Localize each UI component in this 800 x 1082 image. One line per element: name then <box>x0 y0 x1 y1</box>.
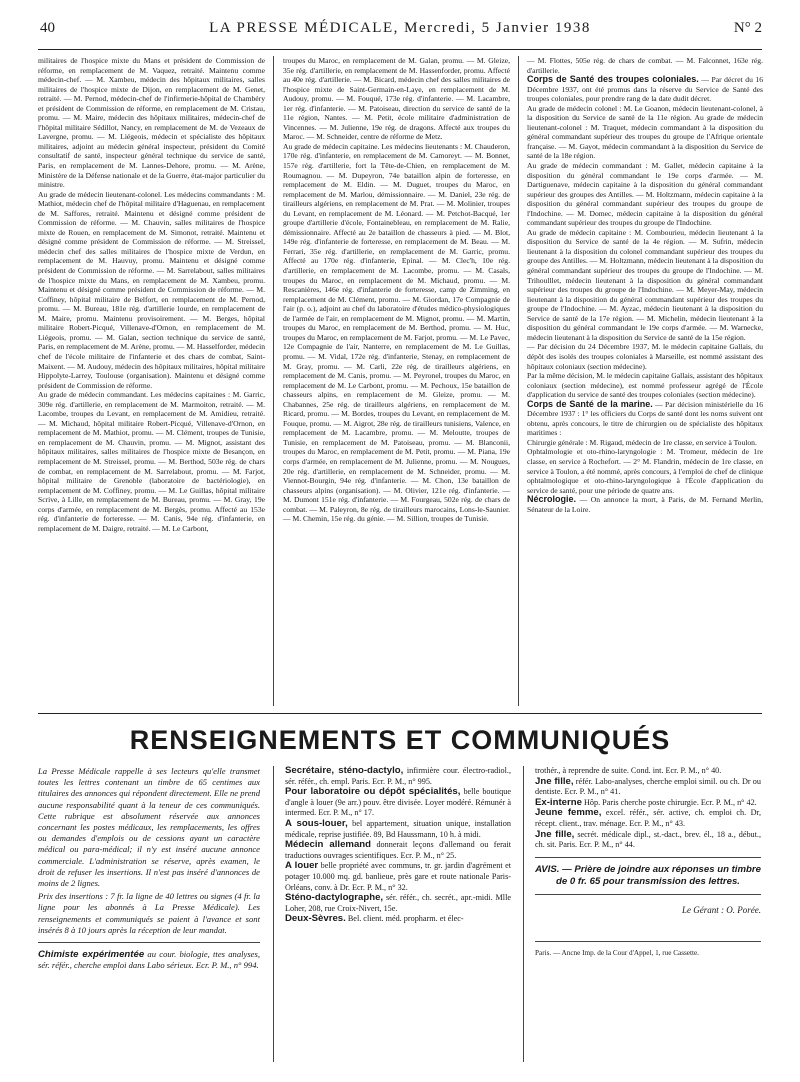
paragraph: Au grade de médecin colonel : M. Le Goanon, médecin lieutenant-colonel, à la disposition du Service de santé de la 11e région. Au grade de médecin lieutenant-colonel : M. Traquet, médecin commandant à la disposition du général commandant supérieur des troupes du groupe de l'Afrique orientale française. — M. Gayot, médecin commandant à la disposition du Service de santé de la 18e région. <box>527 103 763 161</box>
notice-prices: Prix des insertions : 7 fr. la ligne de 40 lettres ou signes (4 fr. la ligne pour les abonnés à La Presse Médicale). Les renseignements et communiqués se paient à l'avance et sont insérés 8 à 10 jours après la réception de leur mandat. <box>38 891 260 935</box>
page-number: 40 <box>40 20 55 36</box>
classified-ad: Secrétaire, sténo-dactylo, infirmière cour. électro-radiol., sér. référ., ch. empl. Paris. Ecr. P. M., n° 995. <box>285 765 511 786</box>
column-divider <box>523 766 524 1062</box>
classified-ad: Deux-Sèvres. Bel. client. méd. propharm. et élec- <box>285 913 464 925</box>
paragraph: Au grade de médecin commandant : M. Gallet, médecin capitaine à la disposition du général commandant le 19e corps d'armée. — M. Dartiguenave, médecin capitaine à la disposition du général commandant supérieur des groupes des Antilles. — M. Holtzmann, médecin capitaine à la disposition du général commandant supérieur des troupes du groupe de l'Indochine. — M. Domec, médecin capitaine à la disposition du général commandant supérieur des troupes du groupe de l'Indochine. <box>527 161 763 228</box>
section-title: Corps de Santé de la marine. <box>527 398 653 409</box>
section-coloniales: Corps de Santé des troupes coloniales. — Par décret du 16 Décembre 1937, ont été promus dans la réserve du Service de Santé des troupes coloniales, pour prendre rang de la date dudit décret. <box>527 74 764 104</box>
classified-ad: A louer belle propriété avec communs, tr. gr. jardin d'agrément et potager 10.000 mq. gd. banlieue, près gare et route nationale Paris-Orléans, conv. à Dr. Ecr. P. M., n° 32. <box>285 860 512 892</box>
divider <box>535 857 761 858</box>
section-title: Nécrologie. <box>527 494 577 505</box>
section-title: Corps de Santé des troupes coloniales. <box>527 74 699 85</box>
classified-ad: Chimiste expérimentée au cour. biologie, ttes analyses, sér. référ., cherche emploi dans Labo sérieux. Ecr. P. M., n° 994. <box>38 949 260 971</box>
paragraph: militaires de l'hospice mixte du Mans et président de Commission de réforme, en remplacement de M. Vaquez, retraité. Maintenu comme médecin-chef. — M. Xambeu, médecin des hôpitaux militaires, salles militaires de l'hospice mixte de Dijon, en remplacement de M. Genet, retraité. — M. Pernod, médecin-chef de l'infirmerie-hôpital de Chambéry et président de Commission de réforme, en remplacement de M. Cristau, promu. — M. Maire, médecin des hôpitaux militaires, médecin-chef de l'hôpital militaire Sédillot, Nancy, en remplacement de M. de Vezeaux de Lavergne, promu. — M. Liégeois, médecin et spécialiste des hôpitaux militaires, adjoint au médecin général inspecteur, président du Comité consultatif de santé, inspecteur général technique du service de santé, Paris, en remplacement de M. Lannes-Dehore, promu. — M. Arène, Ministère de la Défense nationale et de la Guerre, état-major particulier du ministre. <box>38 56 265 190</box>
printer-line: Paris. — Ancne Imp. de la Cour d'Appel, 1, rue Cassette. <box>535 949 699 958</box>
page-header <box>0 14 800 44</box>
gerant-signature: Le Gérant : O. Porée. <box>682 904 761 915</box>
divider <box>38 942 260 943</box>
classified-ad: Jne fille, référ. Labo-analyses, cherche emploi simil. ou ch. Dr ou dentiste. Ecr. P. M., n° 41. <box>535 775 761 797</box>
ads-column-3 <box>535 766 761 959</box>
column-divider <box>273 56 274 706</box>
article-column-3 <box>527 56 763 514</box>
article-column-1 <box>38 56 265 533</box>
classified-ad: Ex-interne Hôp. Paris cherche poste chirurgie. Ecr. P. M., n° 42. <box>535 796 757 808</box>
paragraph: — Par décision du 24 Décembre 1937, M. le médecin capitaine Gallais, du dépôt des isolés des troupes coloniales à Marseille, est nommé assistant des hôpitaux coloniaux (section médecine). <box>527 342 763 371</box>
section-banner: RENSEIGNEMENTS ET COMMUNIQUÉS <box>129 725 671 755</box>
classified-ad: Médecin allemand donnerait leçons d'allemand ou ferait traductions ouvrages scientifiques. Ecr. P. M., n° 25. <box>285 839 511 860</box>
classified-ad: Jne fille, secrét. médicale dipl., st.-dact., brev. él., 18 a., début., ch. sit. Paris. Ecr. P. M., n° 44. <box>535 828 762 850</box>
notice-text: La Presse Médicale rappelle à ses lecteurs qu'elle transmet toutes les lettres contenant un timbre de 65 centimes aux titulaires des annonces qui répondent directement. Elle ne prend aucune responsabilité quant à la teneur de ces communiqués. Cette rubrique est absolument réservée aux annonces concernant les postes médicaux, les remplacements, les offres ou demandes d'emplois ou de cessions ayant un caractère médical ou para-médical; il n'y est inséré aucune annonce commerciale. L'administration se réserve, après examen, le droit de refuser les insertions. Il n'est pas inséré d'annonces de moins de 2 lignes. <box>38 766 260 889</box>
classified-ad: Sténo-dactylographe, sér. référ., ch. secrét., apr.-midi. Mlle Loher, 208, rue Croix-Nivert, 15e. <box>285 892 511 913</box>
paragraph: Par la même décision, M. le médecin capitaine Gallais, assistant des hôpitaux coloniaux (section médecine), est nommé professeur agrégé de l'École d'application du service de santé des troupes coloniales (section médecine). <box>527 371 763 400</box>
classified-ad: Jeune femme, excel. référ., sér. active, ch. emploi ch. Dr, récept. client., trav. ménage. Ecr. P. M., n° 43. <box>535 807 761 828</box>
paragraph: Au grade de médecin commandant. Les médecins capitaines : M. Garric, 309e rég. d'artillerie, en remplacement de M. Marmoiton, retraité. — M. Lacombe, troupes du Levant, en remplacement de M. Amidieu, retraité. — M. Michaud, hôpital militaire Robert-Picqué, Villenave-d'Ornon, en remplacement de M. Mathiot, promu. — M. Clément, troupes de Tunisie, en remplacement de M. Chauvin, promu. — M. Mignot, assistant des hôpitaux militaires, salles militaires de l'hospice mixte de Besançon, en remplacement de M. Streissel, promu. — M. Berthod, 503e rég. de chars de combat, en remplacement de M. Sarrelabout, promu. — M. Farjot, hôpital militaire de Grenoble (laboratoire de bactériologie), en remplacement de M. Coffiney, promu. — M. Le Guillas, hôpital militaire Scrive, à Lille, en remplacement de M. Bureau, promu. — M. Gray, 19e corps d'armée, en remplacement de M. Bergès, promu. Affecté au 153e rég. d'infanterie de forteresse. — M. Canis, 94e rég. d'infanterie, en remplacement de M. Daigre, retraité. — M. Le Carbont, <box>38 390 265 533</box>
classified-ad: Pour laboratoire ou dépôt spécialités, belle boutique d'angle à louer (9e arr.) pouv. être divisée. Loyer modéré. Rémunér à intermed. Ecr. P. M., n° 17. <box>285 786 511 818</box>
classified-ad: trothér., à reprendre de suite. Cond. int. Ecr. P. M., n° 40. <box>535 766 722 775</box>
journal-title: LA PRESSE MÉDICALE, Mercredi, 5 Janvier 1938 <box>209 20 591 36</box>
paragraph: Au grade de médecin capitaine. Les médecins lieutenants : M. Chauderon, 170e rég. d'infanterie, en remplacement de M. Camoreyt. — M. Bonnet, 157e rég. d'artillerie, fort la Tête-de-Chien, en remplacement de M. Roumagnou. — M. Dupeyron, 74e bataillon alpin de forteresse, en remplacement de M. Eldin. — M. Duguet, troupes du Maroc, en remplacement de M. Marlou, démissionnaire. — M. Daniel, 23e rég. de tirailleurs algériens, en remplacement de M. Prat. — M. Molinier, troupes du Levant, en remplacement de M. Léonard. — M. Petchot-Bacqué, 1er groupe d'artillerie d'école, Fontainebleau, en remplacement de M. Ralie, démissionnaire. Affecté au 2e bataillon de chasseurs à pied. — M. Blot, 149e rég. d'infanterie de forteresse, en remplacement de M. Beau. — M. Ferrari, 35e rég. d'artillerie, en remplacement de M. Garric, promu. Affecté au 170e rég. d'infanterie, Epinal. — M. Clec'h, 10e rég. d'artillerie, en remplacement de M. Lacombe, promu. — M. Casals, troupes du Maroc, en remplacement de M. Michaud, promu. — M. Rescanières, 146e rég. d'infanterie de forteresse, camp de Zimming, en remplacement de M. Clément, promu. — M. Giordan, 17e Compagnie de l'air (p. o.), adjoint au chef du laboratoire d'études médico-physiologiques de l'armée de l'air, en remplacement de M. Mignot, promu. — M. Martin, troupes du Maroc, en remplacement de M. Berthod, promu. — M. Huc, troupes du Maroc, en remplacement de M. Farjot, promu. — M. Le Pavec, 12e Compagnie de l'air, Nanterre, en remplacement de M. Le Guillas, promu. — M. Vidal, 172e rég. d'infanterie, Stenay, en remplacement de M. Gray, promu. — M. Carli, 22e rég. de tirailleurs algériens, en remplacement de M. Canis, promu. — M. Peyronel, troupes du Maroc, en remplacement de M. Le Carbont, promu. — M. Pechoux, 15e bataillon de chasseurs alpins, en remplacement de M. Gleize, promu. — M. Chabannes, 25e rég. de tirailleurs algériens, en remplacement de M. Ricard, promu. — M. Bordes, troupes du Levant, en remplacement de M. Fouque, promu. — M. Aigrot, 28e rég. de tirailleurs tunisiens, Valence, en remplacement de M. Lacambre, promu. — M. Meloutte, troupes de Tunisie, en remplacement de M. Patoiseau, promu. — M. Blanconii, troupes du Maroc, en remplacement de M. Petit, promu. — M. Piana, 19e corps d'armée, en remplacement de M. Julienne, promu. — M. Nougues, 20e rég. d'artillerie, en remplacement de M. Schneider, promu. — M. Viennot-Bourgin, 94e rég. d'infanterie. — M. Chon, 13e bataillon de chasseurs alpins (organisation). — M. Olivier, 121e rég. d'infanterie. — M. Dumont 151e rég. d'infanterie. — M. Fourgeau, 502e rég. de chars de combat. — M. Paleyron, 8e rég. de tirailleurs marocains, Lons-le-Saunier. — M. Chemin, 15e rég. du génie. — M. Sillion, troupes de Tunisie. <box>283 141 510 524</box>
section-marine: Corps de Santé de la marine. — Par décision ministérielle du 16 Décembre 1937 : 1° les officiers du Corps de santé dont les noms suivent ont obtenu, après concours, le titre de chirurgien ou de spécialiste des hôpitaux maritimes : <box>527 398 763 438</box>
paragraph: — M. Flottes, 505e rég. de chars de combat. — M. Falconnet, 163e rég. d'artillerie. <box>527 56 763 75</box>
ads-column-2 <box>285 766 511 925</box>
section-rule <box>38 713 762 714</box>
paragraph: Chirurgie générale : M. Rigaud, médecin de 1re classe, en service à Toulon. <box>527 437 757 447</box>
header-rule <box>38 49 762 50</box>
column-divider <box>518 56 519 706</box>
paragraph: Ophtalmologie et oto-rhino-laryngologie : M. Tromeur, médecin de 1re classe, en service à Rochefort. — 2° M. Flandrin, médecin de 1re classe, en service à Toulon, a été nommé, après concours, à l'emploi de chef de clinique ophtalmologique et oto-rhino-laryngologique à l'École d'application du service de santé, pour une période de quatre ans. <box>527 447 763 495</box>
section-necrologie: Nécrologie. — On annonce la mort, à Paris, de M. Fernand Merlin, Sénateur de la Loire. <box>527 494 763 514</box>
article-column-2 <box>283 56 510 524</box>
avis-notice: AVIS. — Prière de joindre aux réponses un timbre de 0 fr. 65 pour transmission des lettres. <box>535 863 761 887</box>
column-divider <box>273 766 274 1062</box>
paragraph: Au grade de médecin capitaine : M. Combourieu, médecin lieutenant à la disposition du Service de santé de la 4e région. — M. Sufrin, médecin lieutenant à la disposition du colonel commandant supérieur des troupes du groupe des Antilles. — M. Holtzmann, médecin lieutenant à la disposition du général commandant supérieur des troupes du groupe de l'Indochine. — M. Trihoulllet, médecin lieutenant à la disposition du général commandant supérieur des troupes du groupe de l'Indochine. — M. Meyer-May, médecin lieutenant à la disposition du général commandant supérieur des troupes du groupe de l'Indochine. — M. Ayzac, médecin lieutenant à la disposition du Service de santé de la 17e région. — M. Michelin, médecin lieutenant à la disposition du général commandant le 19e corps d'armée. — M. Warnecke, médecin lieutenant à la disposition du Service de santé de la 15e région. <box>527 227 763 342</box>
issue-number: N° 2 <box>733 20 762 36</box>
divider <box>535 941 761 942</box>
divider <box>535 894 761 895</box>
paragraph: Au grade de médecin lieutenant-colonel. Les médecins commandants : M. Mathiot, médecin chef de l'hôpital militaire d'Haguenau, en remplacement de M. Saffores, retraité. Maintenu et désigné comme président de Commission de réforme. — M. Chauvin, salles militaires de l'hospice mixte de Rouen, en remplacement de M. Simonot, retraité. Maintenu et désigné comme président de Commission de réforme. — M. Streissel, médecin chef des salles militaires de l'hospice mixte de Verdun, en remplacement de M. Hauvuy, promu. Maintenu et désigné comme président de Commission de réforme. — M. Sarrelabout, salles militaires de l'hospice mixte du Mans, en remplacement de M. Xambeu, promu. Maintenu et désigné comme président de Commission de réforme. — M. Coffiney, hôpital militaire de Belfort, en remplacement de M. Pernod, promu. — M. Bureau, 181e rég. d'artillerie lourde, en remplacement de M. Maire, promu. Maintenu provisoirement. — M. Berges, hôpital militaire Robert-Picqué, Villenave-d'Ornon, en remplacement de M. Liégeois, promu. — M. Galan, section technique du service de santé, Paris, en remplacement de M. Arène, promu. — M. Hasselforder, médecin chef de l'école militaire de l'infanterie et des chars de combat, Saint-Maixent. — M. Audouy, médecin des hôpitaux militaires, hôpital militaire Hippolyte-Larrey, Toulouse (organisation). Maintenu et désigné comme président de Commission de réforme. <box>38 189 265 390</box>
notice-column <box>38 766 260 971</box>
paragraph: troupes du Maroc, en remplacement de M. Galan, promu. — M. Gleize, 35e rég. d'artillerie, en remplacement de M. Hassenforder, promu. Affecté au 40e rég. d'artillerie. — M. Bicard, médecin chef des salles militaires de l'hospice mixte de Saint-Germain-en-Laye, en remplacement de M. Audouy, promu. — M. Fouqué, 173e rég. d'infanterie. — M. Lacambre, 1er rég. d'infanterie. — M. Patoiseau, direction du service de santé de la 11e région, Nantes. — M. Petit, école militaire d'administration de Vincennes. — M. Julienne, 19e rég. de dragons. Affecté aux troupes du Maroc. — M. Schneider, centre de réforme de Metz. <box>283 56 510 142</box>
classified-ad: A sous-louer, bel appartement, situation unique, installation médicale, reprise justifiée. 89, Bd Haussmann, 10 h. à midi. <box>285 817 511 839</box>
